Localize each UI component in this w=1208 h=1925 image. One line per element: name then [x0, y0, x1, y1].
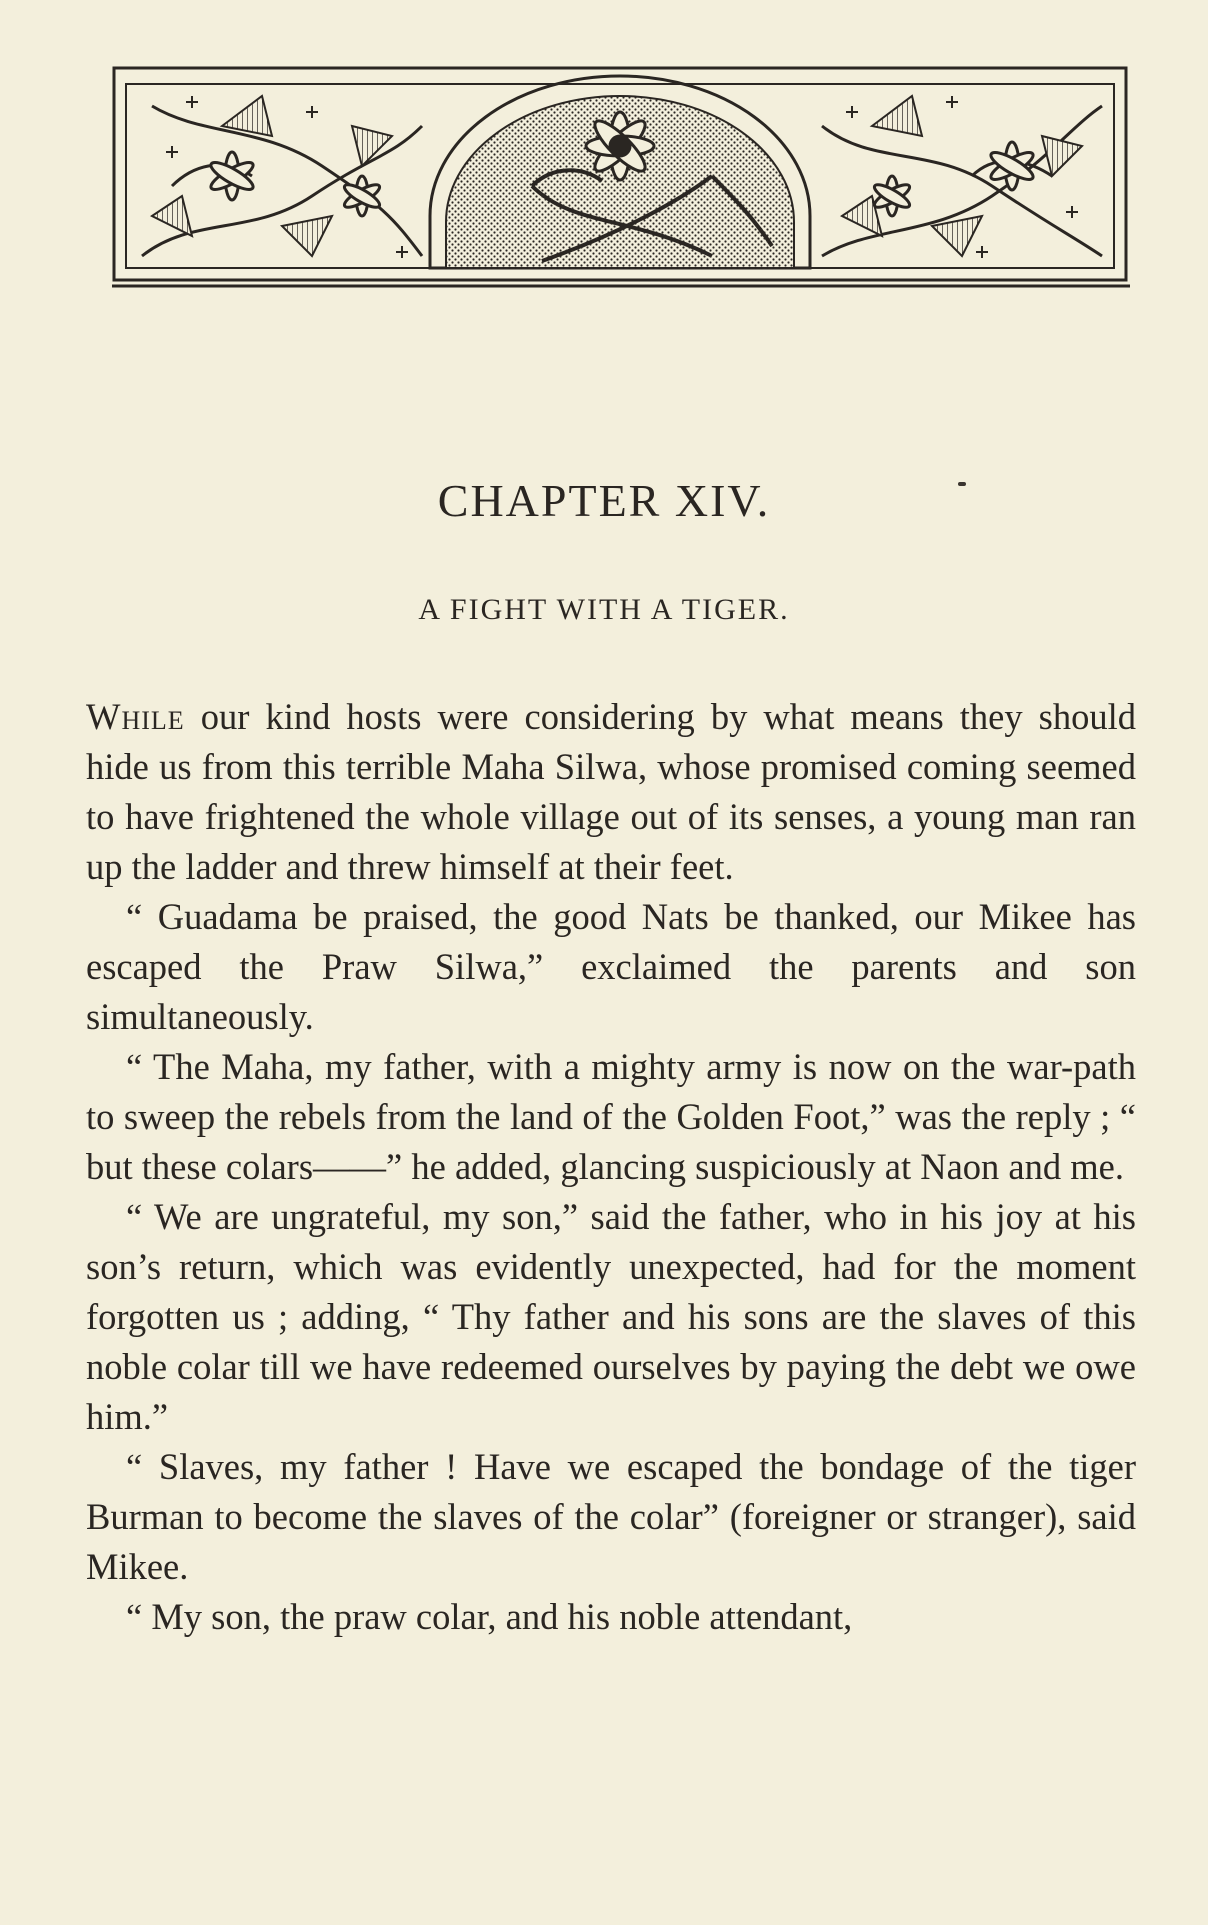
opening-word: While	[86, 696, 185, 737]
chapter-body	[86, 692, 1136, 1642]
paragraph: “ Slaves, my father ! Have we escaped the bondage of the tiger Burman to become the slaves of the colar” (foreigner or stranger), said Mikee.	[86, 1446, 1136, 1587]
paragraph: “ We are ungrateful, my son,” said the father, who in his joy at his son’s return, which was evidently unexpected, had for the moment forgotten us ; adding, “ Thy father and his sons are the slaves of this noble colar till we have redeemed ourselves by paying the debt we owe him.”	[86, 1196, 1136, 1437]
ornamental-headpiece	[112, 66, 1130, 290]
paragraph: “ Guadama be praised, the good Nats be thanked, our Mikee has escaped the Praw Silwa,” exclaimed the parents and son simultaneously.	[86, 896, 1136, 1037]
print-mark	[958, 482, 966, 486]
paragraph	[86, 692, 1136, 892]
paragraph: “ My son, the praw colar, and his noble attendant,	[126, 1596, 853, 1637]
chapter-title: CHAPTER XIV.	[437, 475, 771, 526]
paragraph: “ The Maha, my father, with a mighty army is now on the war-path to sweep the rebels from the land of the Golden Foot,” was the reply ; “ but these colars——” he added, glancing suspiciously at Naon and me.	[86, 1046, 1136, 1187]
floral-ornament-icon	[112, 66, 1130, 290]
chapter-subtitle: A FIGHT WITH A TIGER.	[418, 593, 790, 626]
paragraph-text: our kind hosts were considering by what means they should hide us from this terrible Maha Silwa, whose promised coming seemed to have frightened the whole village out of its senses, a young man ran up the ladder and threw himself at their feet.	[86, 696, 1136, 887]
